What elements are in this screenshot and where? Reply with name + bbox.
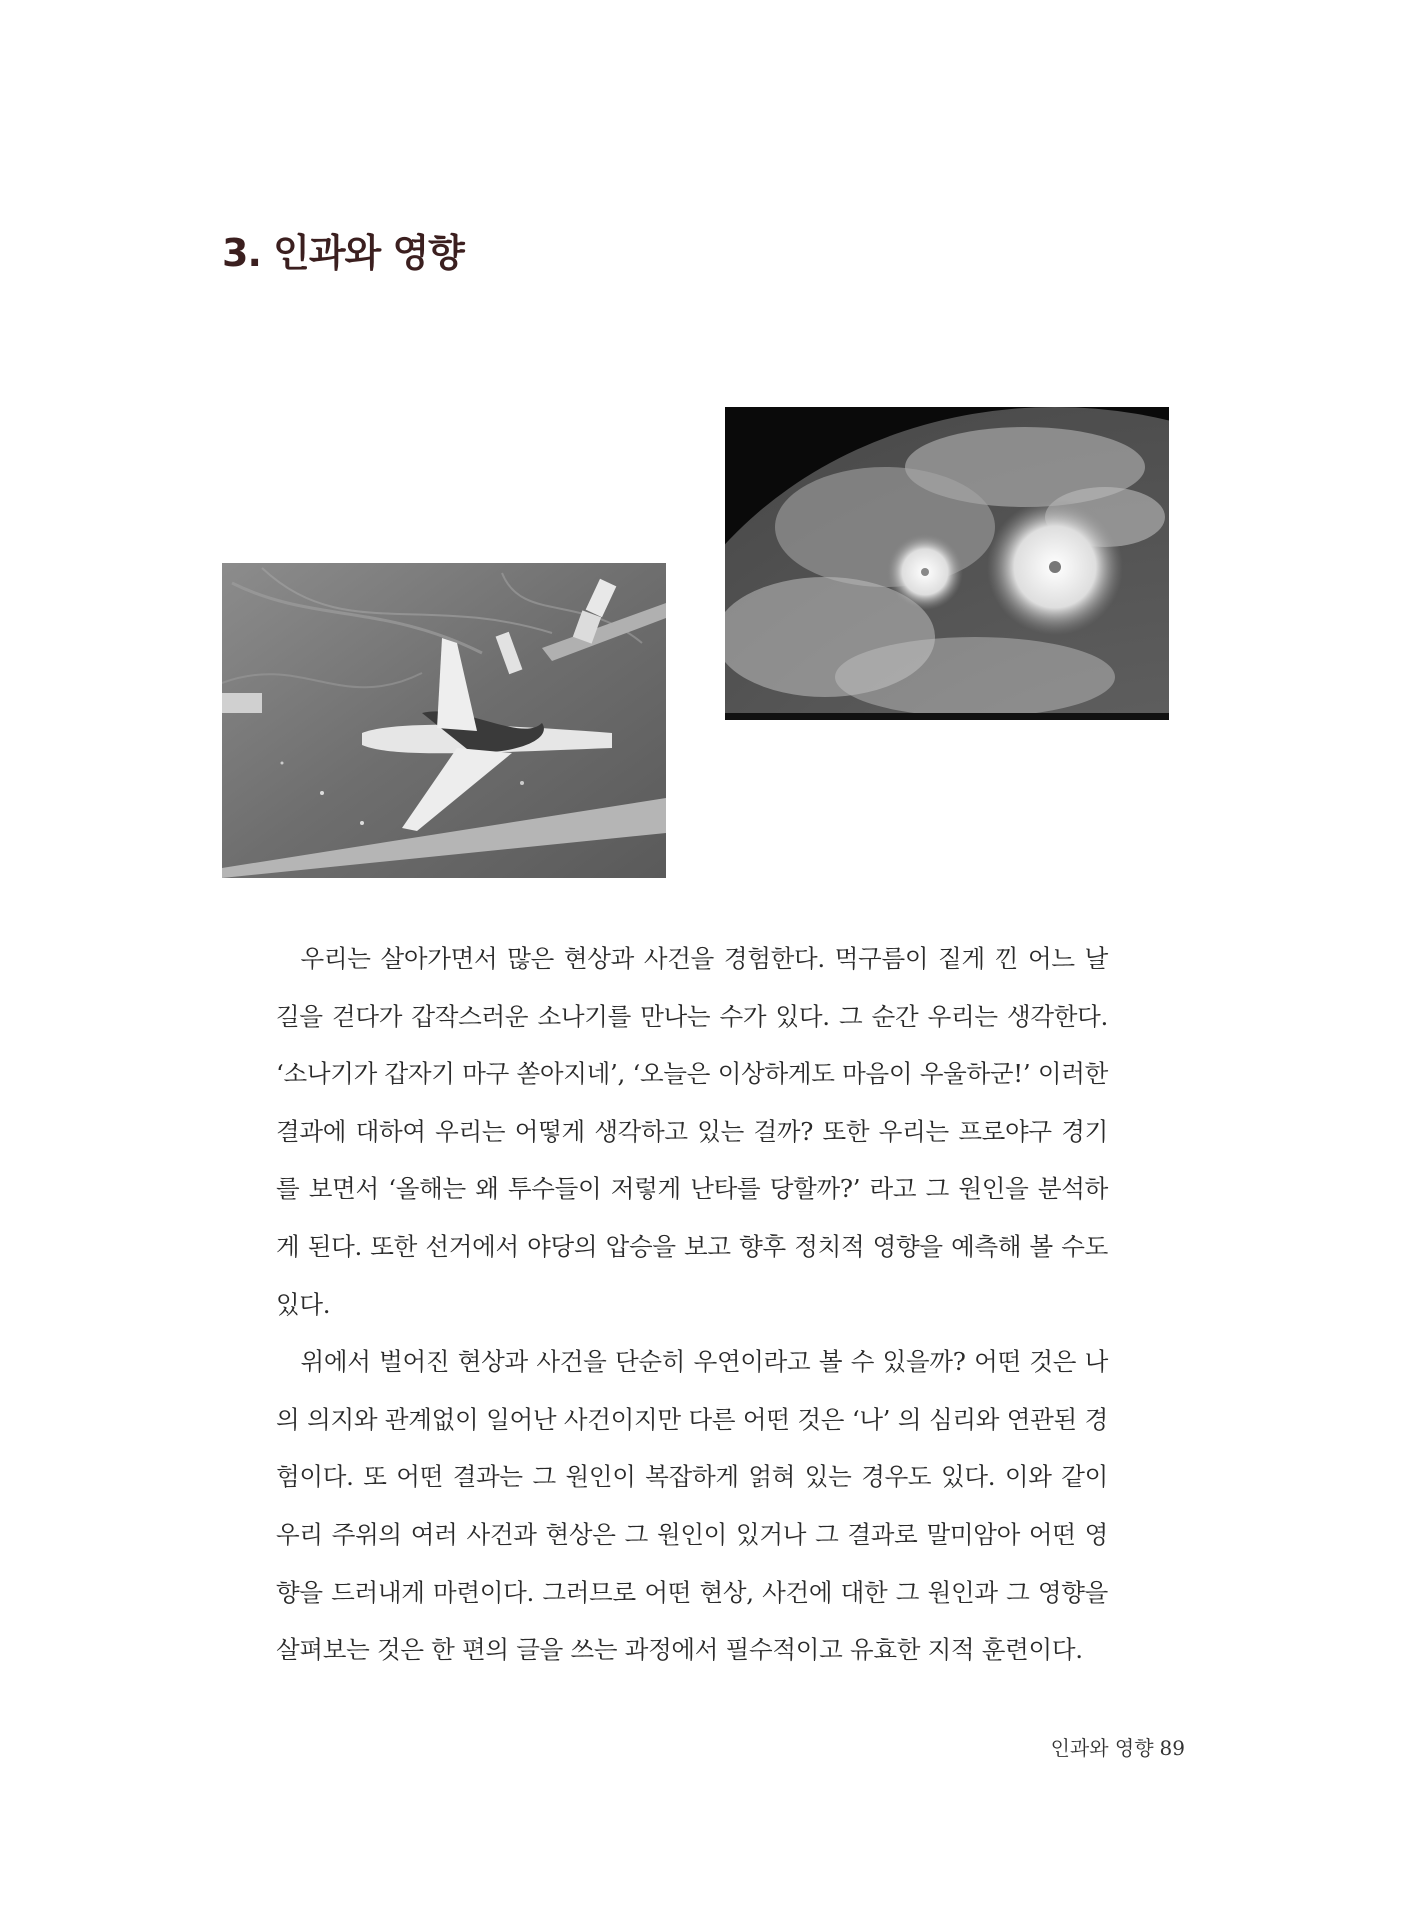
plane-crash-photo	[222, 563, 666, 878]
page-number: 89	[1159, 1736, 1185, 1760]
typhoon-satellite-photo	[725, 407, 1169, 720]
section-title: 3. 인과와 영향	[222, 231, 464, 275]
running-title: 인과와 영향	[1050, 1736, 1154, 1760]
paragraph: 위에서 벌어진 현상과 사건을 단순히 우연이라고 볼 수 있을까? 어떤 것은 나의 의지와 관계없이 일어난 사건이지만 다른 어떤 것은 ‘나’ 의 심리와 연관된 경험이다. 또 어떤 결과는 그 원인이 복잡하게 얽혀 있는 경우도 있다. 이와 같이 우리 주위의 여러 사건과 현상은 그 원인이 있거나 그 결과로 말미암아 어떤 영향을 드러내게 마련이다. 그러므로 어떤 현상, 사건에 대한 그 원인과 그 영향을 살펴보는 것은 한 편의 글을 쓰는 과정에서 필수적이고 유효한 지적 훈련이다.	[276, 1347, 1108, 1665]
paragraph: 우리는 살아가면서 많은 현상과 사건을 경험한다. 먹구름이 짙게 낀 어느 날 길을 걷다가 갑작스러운 소나기를 만나는 수가 있다. 그 순간 우리는 생각한다. ‘소나기가 갑자기 마구 쏟아지네’, ‘오늘은 이상하게도 마음이 우울하군!’ 이러한 결과에 대하여 우리는 어떻게 생각하고 있는 걸까? 또한 우리는 프로야구 경기를 보면서 ‘올해는 왜 투수들이 저렇게 난타를 당할까?’ 라고 그 원인을 분석하게 된다. 또한 선거에서 야당의 압승을 보고 향후 정치적 영향을 예측해 볼 수도 있다.	[276, 944, 1108, 1319]
page-footer	[1051, 1732, 1185, 1761]
body-text	[276, 930, 1108, 1679]
